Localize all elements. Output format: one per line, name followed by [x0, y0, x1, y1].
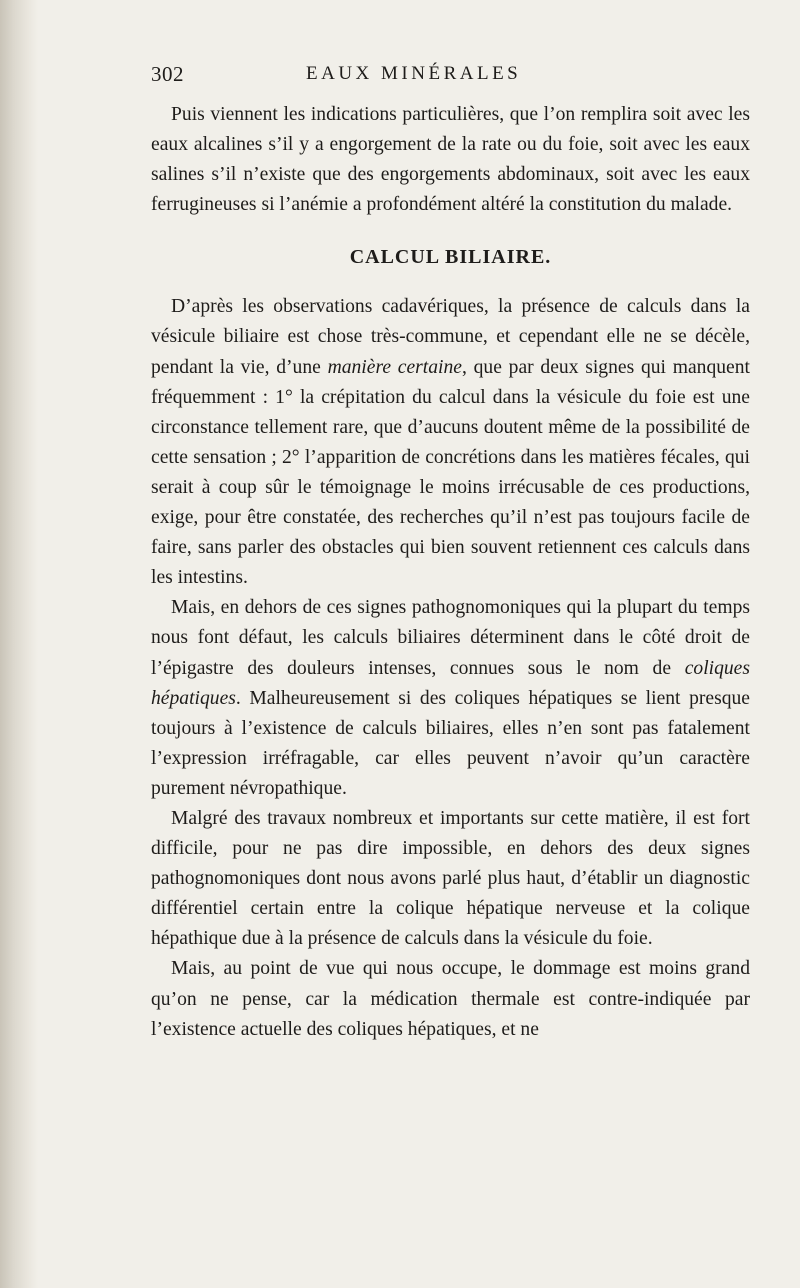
- paragraph-2: [151, 593, 750, 804]
- paragraph-3: Malgré des travaux nombreux et importants sur cette matière, il est fort difficile, pour ne pas dire impossible, en dehors des deux signes pathognomoniques dont nous avons parlé plus haut, d’établir un diagnostic différentiel certain entre la colique hépatique nerveuse et la colique hépathique due à la présence de calculs dans la vésicule du foie.: [151, 807, 750, 950]
- paragraph-1-emphasis: manière certaine: [327, 356, 462, 378]
- page-gutter-shadow: [0, 0, 38, 1288]
- page-number: 302: [151, 62, 184, 86]
- intro-paragraph: Puis viennent les indications particulières, que l’on remplira soit avec les eaux alcalines s’il y a engorgement de la rate ou du foie, soit avec les eaux salines s’il n’existe que des engorgements abdominaux, soit avec les eaux ferrugineuses si l’anémie a profondément altéré la constitution du malade.: [151, 104, 750, 216]
- paragraph-4: Mais, au point de vue qui nous occupe, le dommage est moins grand qu’on ne pense, car la médication thermale est contre-indiquée par l’existence actuelle des coliques hépatiques, et ne: [151, 958, 750, 1040]
- paragraph-2-emphasis: coliques hépatiques: [151, 657, 750, 709]
- paragraph-2-text-b: . Malheureusement si des coliques hépatiques se lient presque toujours à l’existence de calculs biliaires, elles n’en sont pas fatalement l’expression irréfragable, car elles peuvent n’avoir qu’un caractère purement névropathique.: [151, 687, 750, 799]
- paragraph-1: [151, 292, 750, 593]
- running-head: [151, 62, 750, 94]
- paragraph-2-text-a: Mais, en dehors de ces signes pathognomoniques qui la plupart du temps nous font défaut, les calculs biliaires déterminent dans le côté droit de l’épigastre des douleurs intenses, connues sous le nom de: [151, 597, 750, 679]
- section-title: CALCUL BILIAIRE.: [349, 246, 552, 269]
- running-title: EAUX MINÉRALES: [306, 63, 522, 84]
- body-text: [151, 100, 750, 1045]
- paragraph-1-text-a: D’après les observations cadavériques, la présence de calculs dans la vésicule biliaire est chose très-commune, et cependant elle ne se décèle, pendant la vie, d’une: [151, 296, 750, 378]
- paragraph-1-text-b: , que par deux signes qui manquent fréquemment : 1° la crépitation du calcul dans la vésicule du foie est une circonstance tellement rare, que d’aucuns doutent même de la possibilité de cette sensation ; 2° l’apparition de concrétions dans les matières fécales, qui serait à coup sûr le témoignage le moins irrécusable de ces productions, exige, pour être constatée, des recherches qu’il n’est pas toujours facile de faire, sans parler des obstacles qui bien souvent retiennent ces calculs dans les intestins.: [151, 356, 750, 589]
